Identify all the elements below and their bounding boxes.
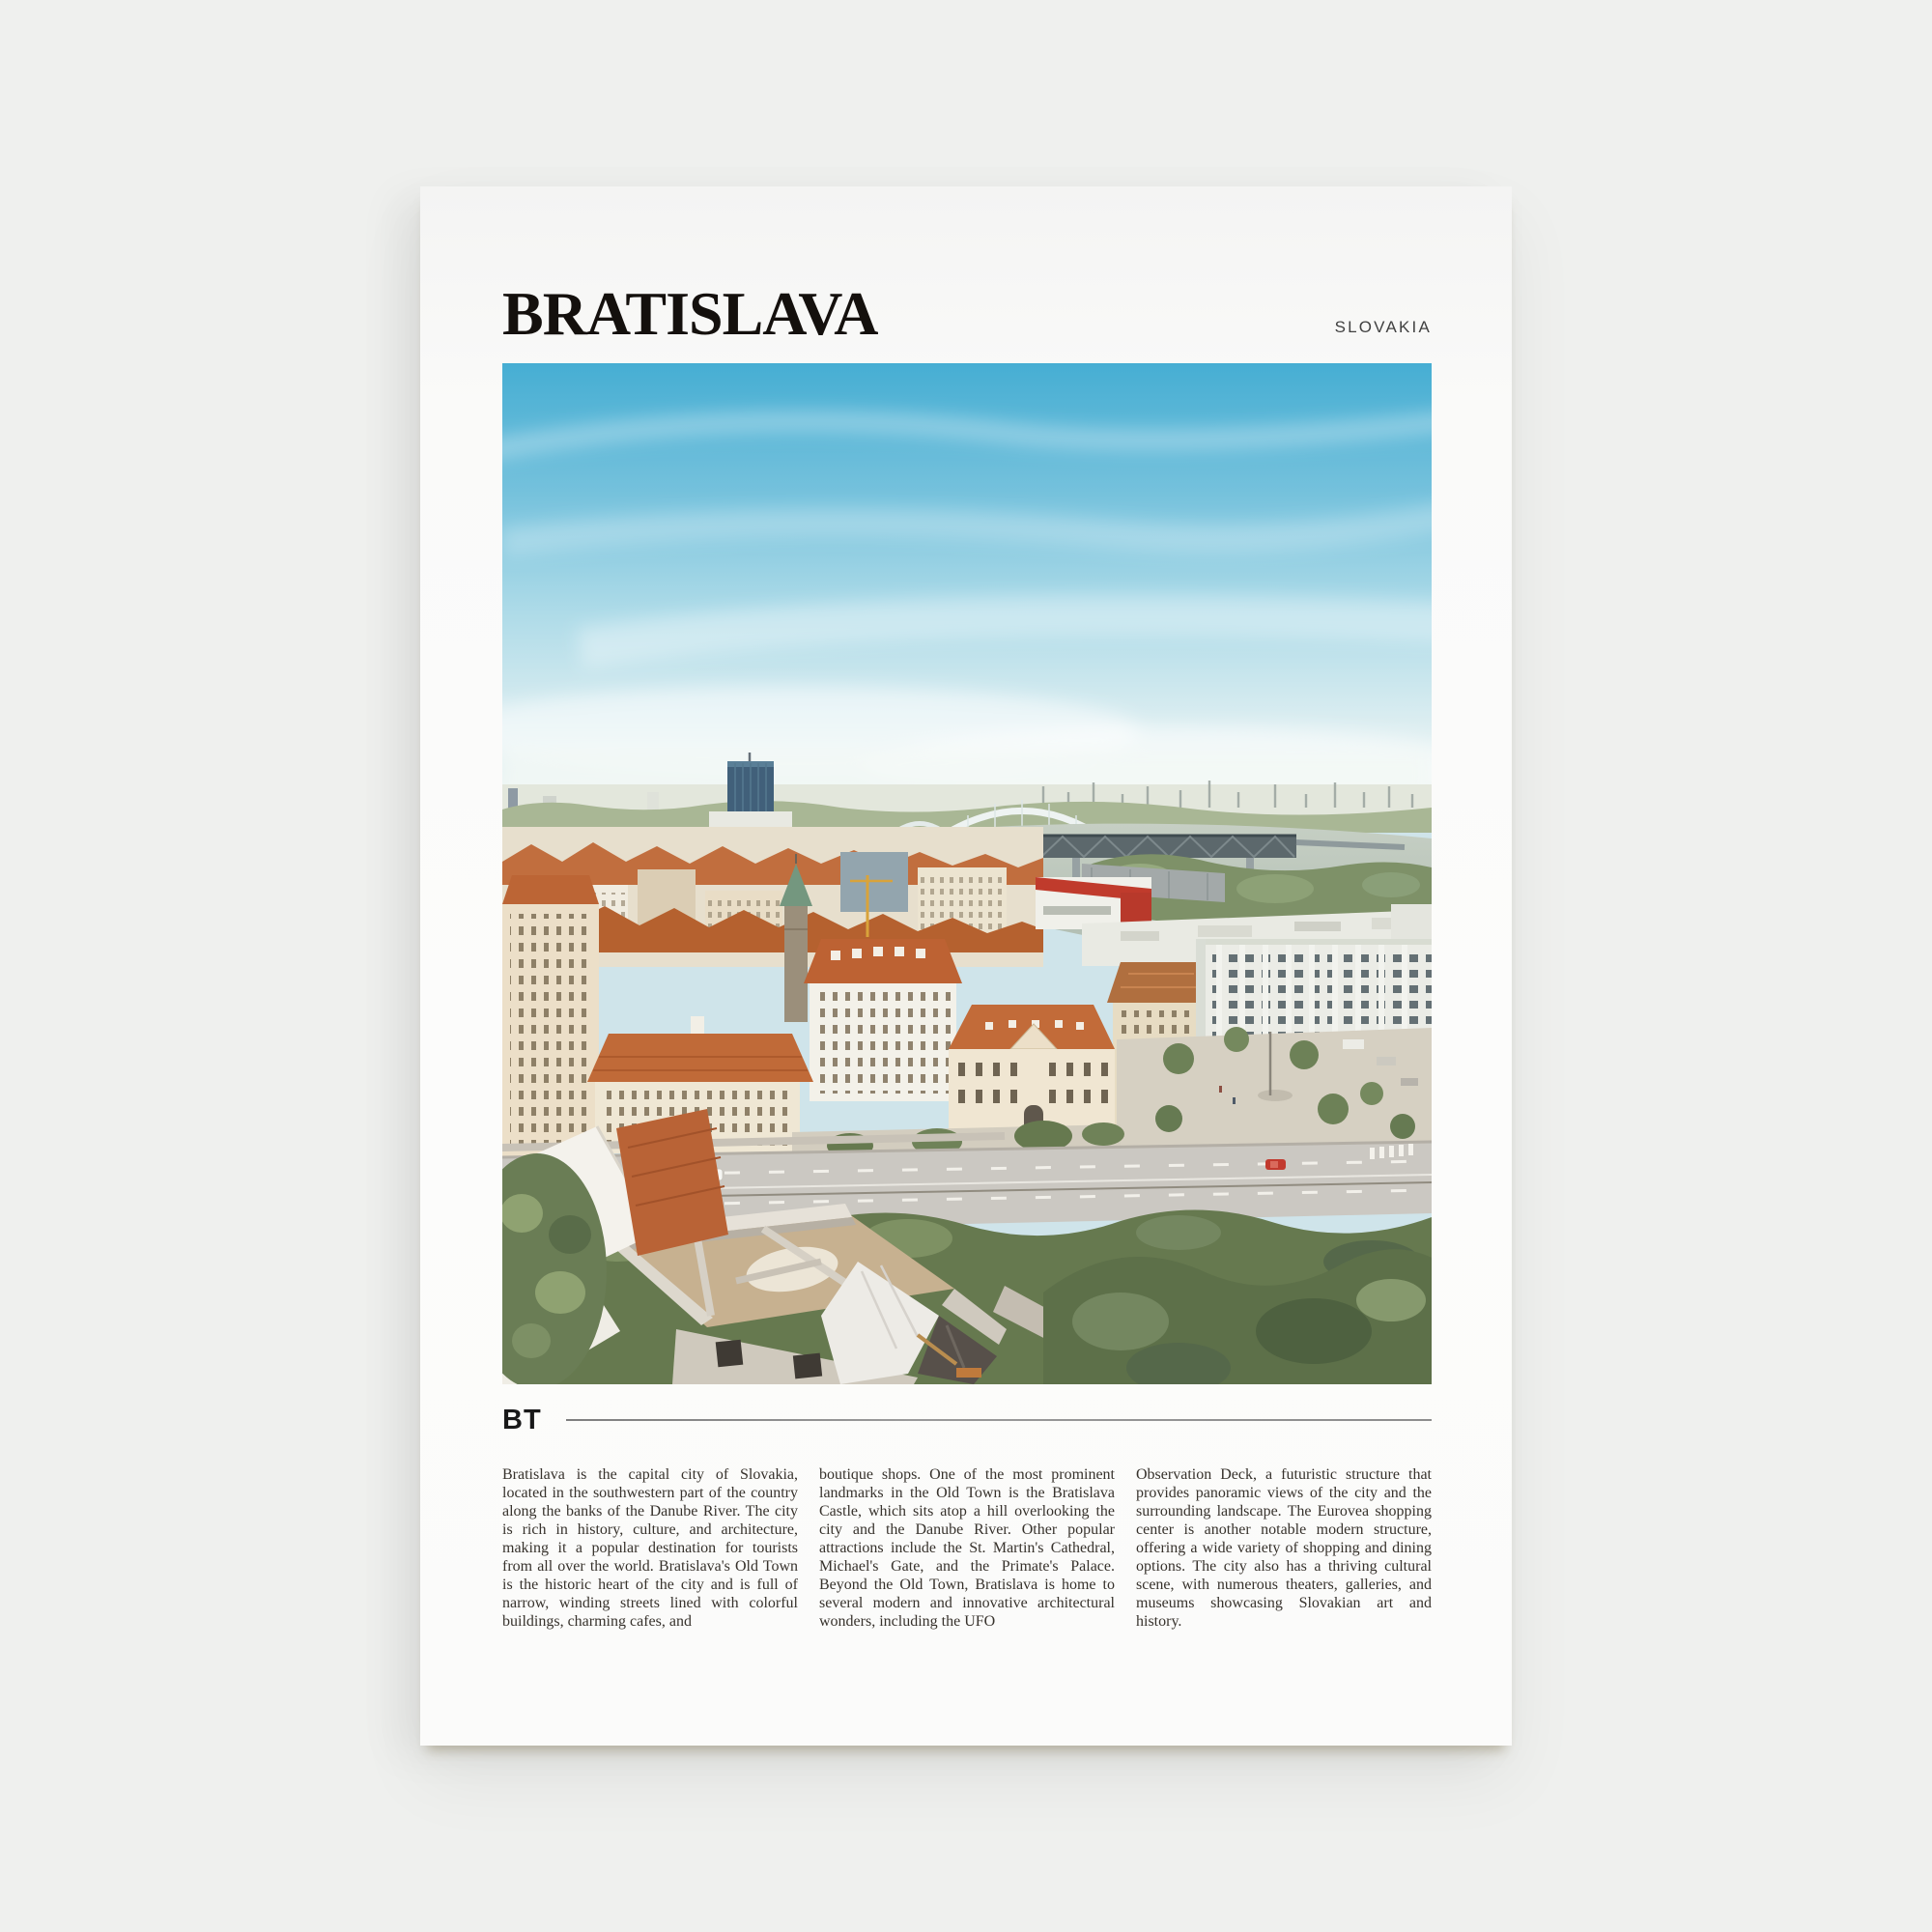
travel-poster bbox=[420, 186, 1512, 1746]
baroque-palace bbox=[949, 1005, 1115, 1134]
bratislava-cityscape-illustration bbox=[502, 363, 1432, 1384]
article-column-1: Bratislava is the capital city of Slovakia, located in the southwestern part of the country along the banks of the Danube River. The city is rich in history, culture, and architecture, making it a popular destination for tourists from all over the world. Bratislava's Old Town is the historic heart of the city and is full of narrow, winding streets lined with colorful buildings, charming cafes, and bbox=[502, 1466, 798, 1630]
red-car bbox=[1265, 1159, 1286, 1170]
left-facades bbox=[502, 875, 599, 1157]
article-column-2: boutique shops. One of the most prominent landmarks in the Old Town is the Bratislava Castle, which sits atop a hill overlooking the city and the Danube River. Other popular attractions include the St. Martin's Cathedral, Michael's Gate, and the Primate's Palace. Beyond the Old Town, Bratislava is home to several modern and innovative architectural wonders, including the UFO bbox=[819, 1466, 1115, 1630]
city-photo bbox=[502, 363, 1432, 1384]
country-label: SLOVAKIA bbox=[1334, 318, 1432, 336]
article-column-3: Observation Deck, a futuristic structure that provides panoramic views of the city and the surrounding landscape. The Eurovea shopping center is another notable modern structure, offering a wide variety of shopping and dining options. The city also has a thriving cultural scene, with numerous theaters, galleries, and museums showcasing Slovakian art and history. bbox=[1136, 1466, 1432, 1630]
dormer-building bbox=[804, 939, 962, 1101]
byline-row bbox=[502, 1406, 1432, 1435]
article-columns bbox=[502, 1465, 1433, 1631]
divider-line bbox=[566, 1419, 1432, 1421]
city-title: BRATISLAVA bbox=[502, 279, 878, 348]
fountain bbox=[1258, 1090, 1293, 1101]
monogram-label: BT bbox=[502, 1404, 542, 1435]
parked-van bbox=[1343, 1039, 1364, 1049]
plaza-square bbox=[1117, 1027, 1432, 1150]
sky bbox=[502, 363, 1432, 817]
